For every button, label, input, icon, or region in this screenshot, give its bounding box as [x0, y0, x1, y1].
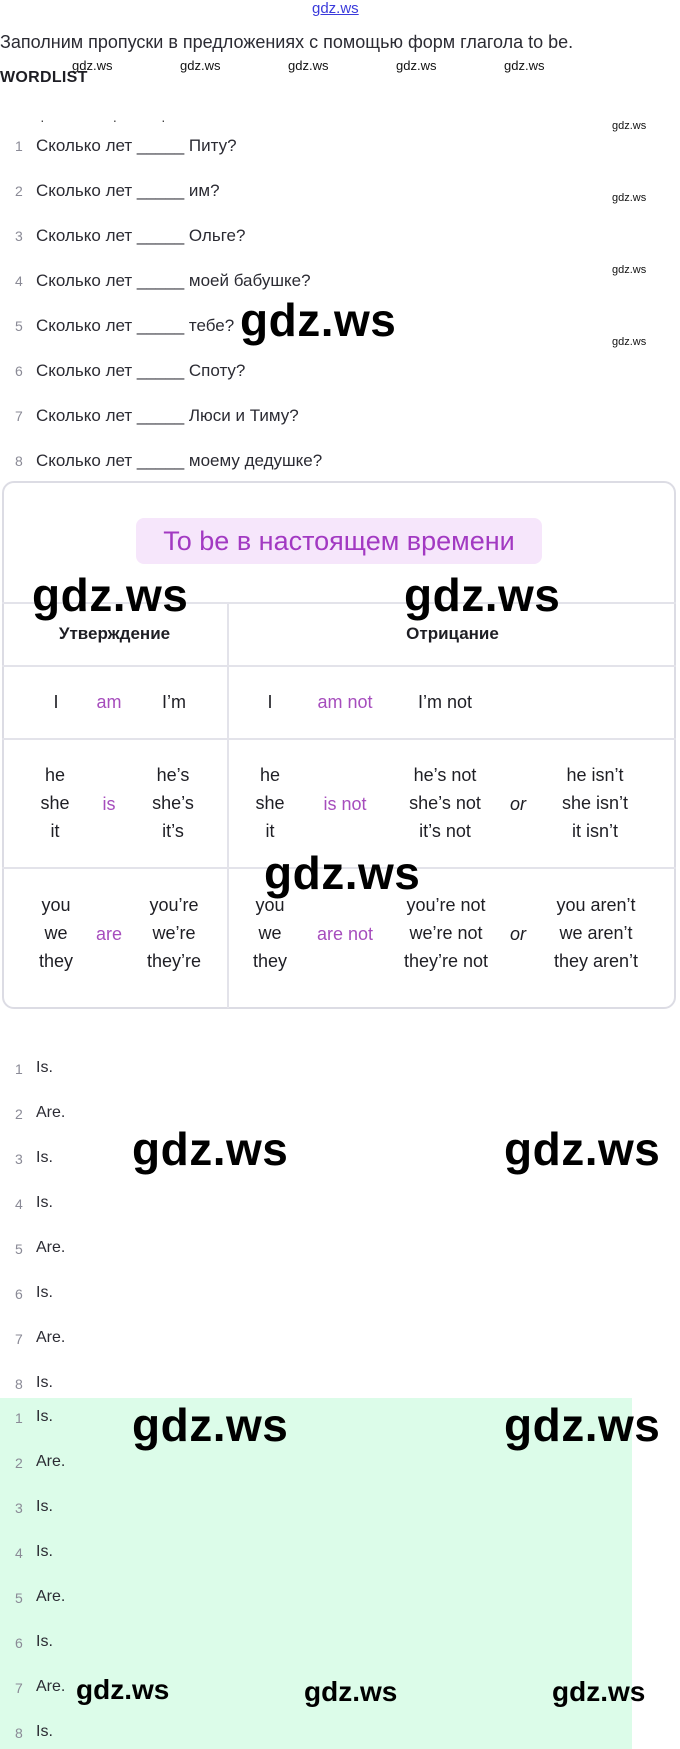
answer-number: 6 — [15, 1286, 23, 1302]
question-text: Сколько лет _____ моему дедушке? — [36, 451, 323, 470]
watermark: gdz.ws — [504, 58, 545, 73]
verb-form: am not — [317, 692, 373, 712]
verb-form: are — [95, 924, 122, 944]
or-label: or — [510, 924, 527, 944]
watermark: gdz.ws — [612, 120, 647, 132]
short-form-group: you’re we’re they’re — [146, 895, 202, 971]
question-number: 1 — [15, 138, 23, 154]
watermark: gdz.ws — [180, 58, 221, 73]
watermark: gdz.ws — [404, 569, 561, 621]
answer-number: 3 — [15, 1151, 23, 1167]
answer-text: Is. — [36, 1194, 53, 1211]
table-divider — [2, 738, 676, 740]
answer-text: Is. — [36, 1149, 53, 1166]
question-text: Сколько лет _____ Споту? — [36, 361, 246, 380]
watermark: gdz.ws — [304, 1676, 398, 1707]
short-form-group: he’s not she’s not it’s not — [409, 765, 481, 841]
pronoun: I — [267, 692, 273, 712]
watermark: gdz.ws — [132, 1399, 289, 1451]
answer-text: Are. — [36, 1104, 66, 1121]
answer-text: Are. — [36, 1329, 66, 1346]
question-number: 8 — [15, 453, 23, 469]
question-number: 5 — [15, 318, 23, 334]
watermark: gdz.ws — [132, 1123, 289, 1175]
verb-form: is — [102, 794, 116, 814]
cut-off-text-fragment: · · · — [40, 112, 186, 128]
question-number: 3 — [15, 228, 23, 244]
watermark: gdz.ws — [504, 1399, 661, 1451]
answer-text: Are. — [36, 1239, 66, 1256]
column-header-negative: Отрицание — [406, 624, 499, 643]
answer-text: Is. — [36, 1723, 53, 1740]
pronoun-group: he she it — [40, 765, 70, 841]
question-text: Сколько лет _____ тебе? — [36, 316, 235, 335]
pronoun: I — [53, 692, 59, 712]
answer-number: 1 — [15, 1061, 23, 1077]
question-text: Сколько лет _____ им? — [36, 181, 220, 200]
grammar-table-title: To be в настоящем времени — [136, 518, 542, 564]
watermark: gdz.ws — [396, 58, 437, 73]
watermark: gdz.ws — [612, 336, 647, 348]
answer-text: Are. — [36, 1678, 66, 1695]
or-label: or — [510, 794, 527, 814]
answer-text: Is. — [36, 1498, 53, 1515]
answer-number: 6 — [15, 1635, 23, 1651]
question-number: 2 — [15, 183, 23, 199]
answer-number: 4 — [15, 1545, 23, 1561]
watermark: gdz.ws — [288, 58, 329, 73]
watermark: gdz.ws — [612, 192, 647, 204]
answer-text: Is. — [36, 1408, 53, 1425]
answer-number: 7 — [15, 1331, 23, 1347]
answer-text: Is. — [36, 1633, 53, 1650]
question-text: Сколько лет _____ моей бабушке? — [36, 271, 311, 290]
watermark: gdz.ws — [32, 569, 189, 621]
short-form: I’m — [162, 692, 186, 712]
short-form-group: you’re not we’re not they’re not — [403, 895, 489, 971]
table-divider — [227, 602, 229, 1008]
question-number: 4 — [15, 273, 23, 289]
answer-text: Are. — [36, 1453, 66, 1470]
verb-form: am — [96, 692, 122, 712]
answer-text: Is. — [36, 1284, 53, 1301]
alt-short-form-group: he isn’t she isn’t it isn’t — [561, 765, 629, 841]
watermark: gdz.ws — [504, 1123, 661, 1175]
wordlist-heading: WORDLIST — [0, 69, 88, 86]
verb-form: are not — [316, 924, 374, 944]
question-number: 6 — [15, 363, 23, 379]
answer-number: 8 — [15, 1376, 23, 1392]
watermark: gdz.ws — [612, 264, 647, 276]
pronoun-group: he she it — [255, 765, 285, 841]
answer-number: 5 — [15, 1241, 23, 1257]
answer-text: Is. — [36, 1374, 53, 1391]
answer-number: 8 — [15, 1725, 23, 1741]
answer-text: Are. — [36, 1588, 66, 1605]
answer-number: 5 — [15, 1590, 23, 1606]
answer-number: 2 — [15, 1455, 23, 1471]
question-text: Сколько лет _____ Ольге? — [36, 226, 246, 245]
watermark: gdz.ws — [264, 847, 421, 899]
column-header-affirmative: Утверждение — [58, 624, 171, 643]
answer-number: 7 — [15, 1680, 23, 1696]
answer-number: 2 — [15, 1106, 23, 1122]
answer-text: Is. — [36, 1543, 53, 1560]
task-instruction: Заполним пропуски в предложениях с помощью форм глагола to be. — [0, 32, 574, 52]
alt-short-form-group: you aren’t we aren’t they aren’t — [553, 895, 639, 971]
short-form: I’m not — [417, 692, 473, 712]
watermark: gdz.ws — [552, 1676, 646, 1707]
answer-number: 3 — [15, 1500, 23, 1516]
question-number: 7 — [15, 408, 23, 424]
question-text: Сколько лет _____ Питу? — [36, 136, 237, 155]
watermark: gdz.ws — [240, 294, 397, 346]
site-link[interactable]: gdz.ws — [312, 0, 359, 17]
answer-number: 1 — [15, 1410, 23, 1426]
watermark: gdz.ws — [76, 1674, 170, 1705]
watermark: gdz.ws — [72, 58, 113, 73]
short-form-group: he’s she’s it’s — [152, 765, 194, 841]
pronoun-group: you we they — [252, 895, 288, 971]
answer-text: Is. — [36, 1059, 53, 1076]
table-divider — [2, 665, 676, 667]
answer-number: 4 — [15, 1196, 23, 1212]
verb-form: is not — [323, 794, 367, 814]
question-text: Сколько лет _____ Люси и Тиму? — [36, 406, 299, 425]
pronoun-group: you we they — [38, 895, 74, 971]
